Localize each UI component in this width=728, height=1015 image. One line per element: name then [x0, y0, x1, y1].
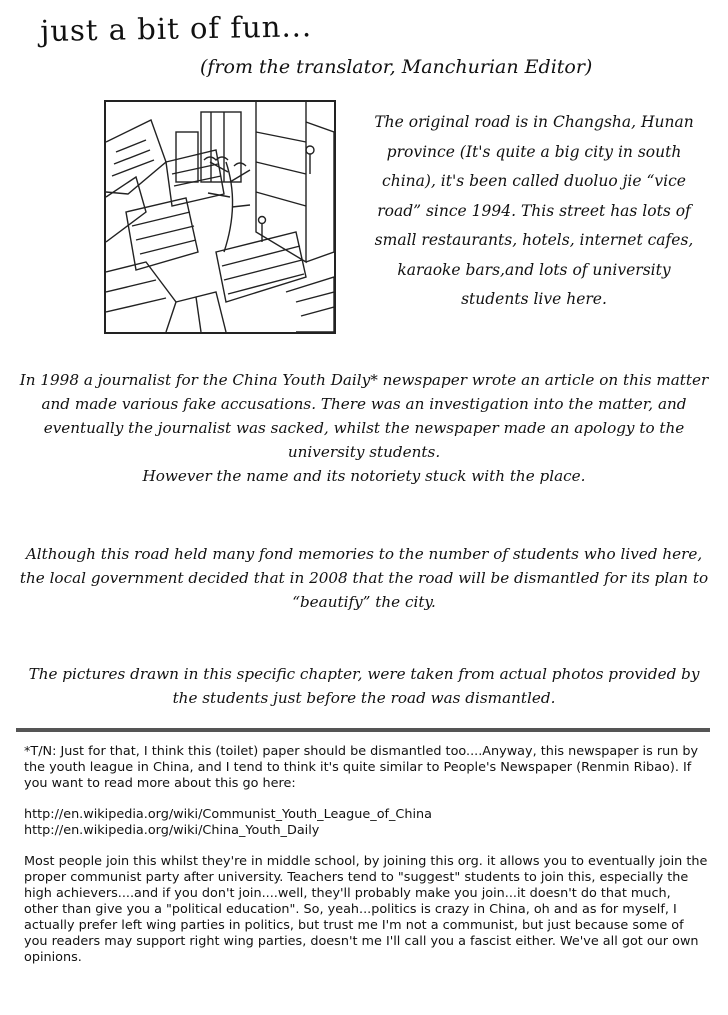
link-china-youth-daily[interactable]: http://en.wikipedia.org/wiki/China_Youth_Daily — [24, 823, 320, 838]
street-illustration — [104, 100, 336, 334]
street-drawing-icon — [106, 102, 334, 332]
translator-note — [24, 744, 708, 981]
note-links — [24, 807, 708, 839]
page-title: just a bit of fun... — [40, 9, 313, 48]
paragraph-journalist — [18, 368, 710, 488]
paragraph-journalist-main: In 1998 a journalist for the China Youth Daily* newspaper wrote an article on this matter and made various fake accusations. There was an investigation into the matter, and eventually the journalist was sacked, whilst the newspaper made an apology to the university students. — [19, 371, 709, 461]
note-body: Most people join this whilst they're in middle school, by joining this org. it allows you to eventually join the proper communist party after university. Teachers tend to "suggest" students to join this, especially the high achievers....and if you don't join....well, they'll probably make you join...it doesn't do that much, other than give you a "political education". So, yeah...politics is crazy in China, oh and as for myself, I actually prefer left wing parties in politics, but trust me I'm not a communist, but just because some of you readers may support right wing parties, doesn't me I'll call you a fascist either. We've all got our own opinions. — [24, 854, 708, 965]
intro-text: The original road is in Changsha, Hunan province (It's quite a big city in south china), it's been called duoluo jie “vice road” since 1994. This street has lots of small restaurants, hotels, internet cafes, karaoke bars,and lots of university students live here. — [374, 113, 694, 308]
page-subtitle: (from the translator, Manchurian Editor) — [200, 56, 593, 78]
note-intro: *T/N: Just for that, I think this (toilet) paper should be dismantled too....Anyway, this newspaper is run by the youth league in China, and I tend to think it's quite similar to People's Newspaper (Renmin Ribao). If you want to read more about this go here: — [24, 744, 699, 791]
link-communist-youth-league[interactable]: http://en.wikipedia.org/wiki/Communist_Youth_League_of_China — [24, 807, 432, 822]
paragraph-pictures: The pictures drawn in this specific chapter, were taken from actual photos provided by the students just before the road was dismantled. — [28, 665, 700, 707]
paragraph-dismantle: Although this road held many fond memories to the number of students who lived here, the local government decided that in 2008 that the road will be dismantled for its plan to “beautify” the city. — [19, 545, 709, 611]
section-divider — [16, 728, 710, 732]
paragraph-journalist-conclusion: However the name and its notoriety stuck with the place. — [142, 467, 586, 485]
